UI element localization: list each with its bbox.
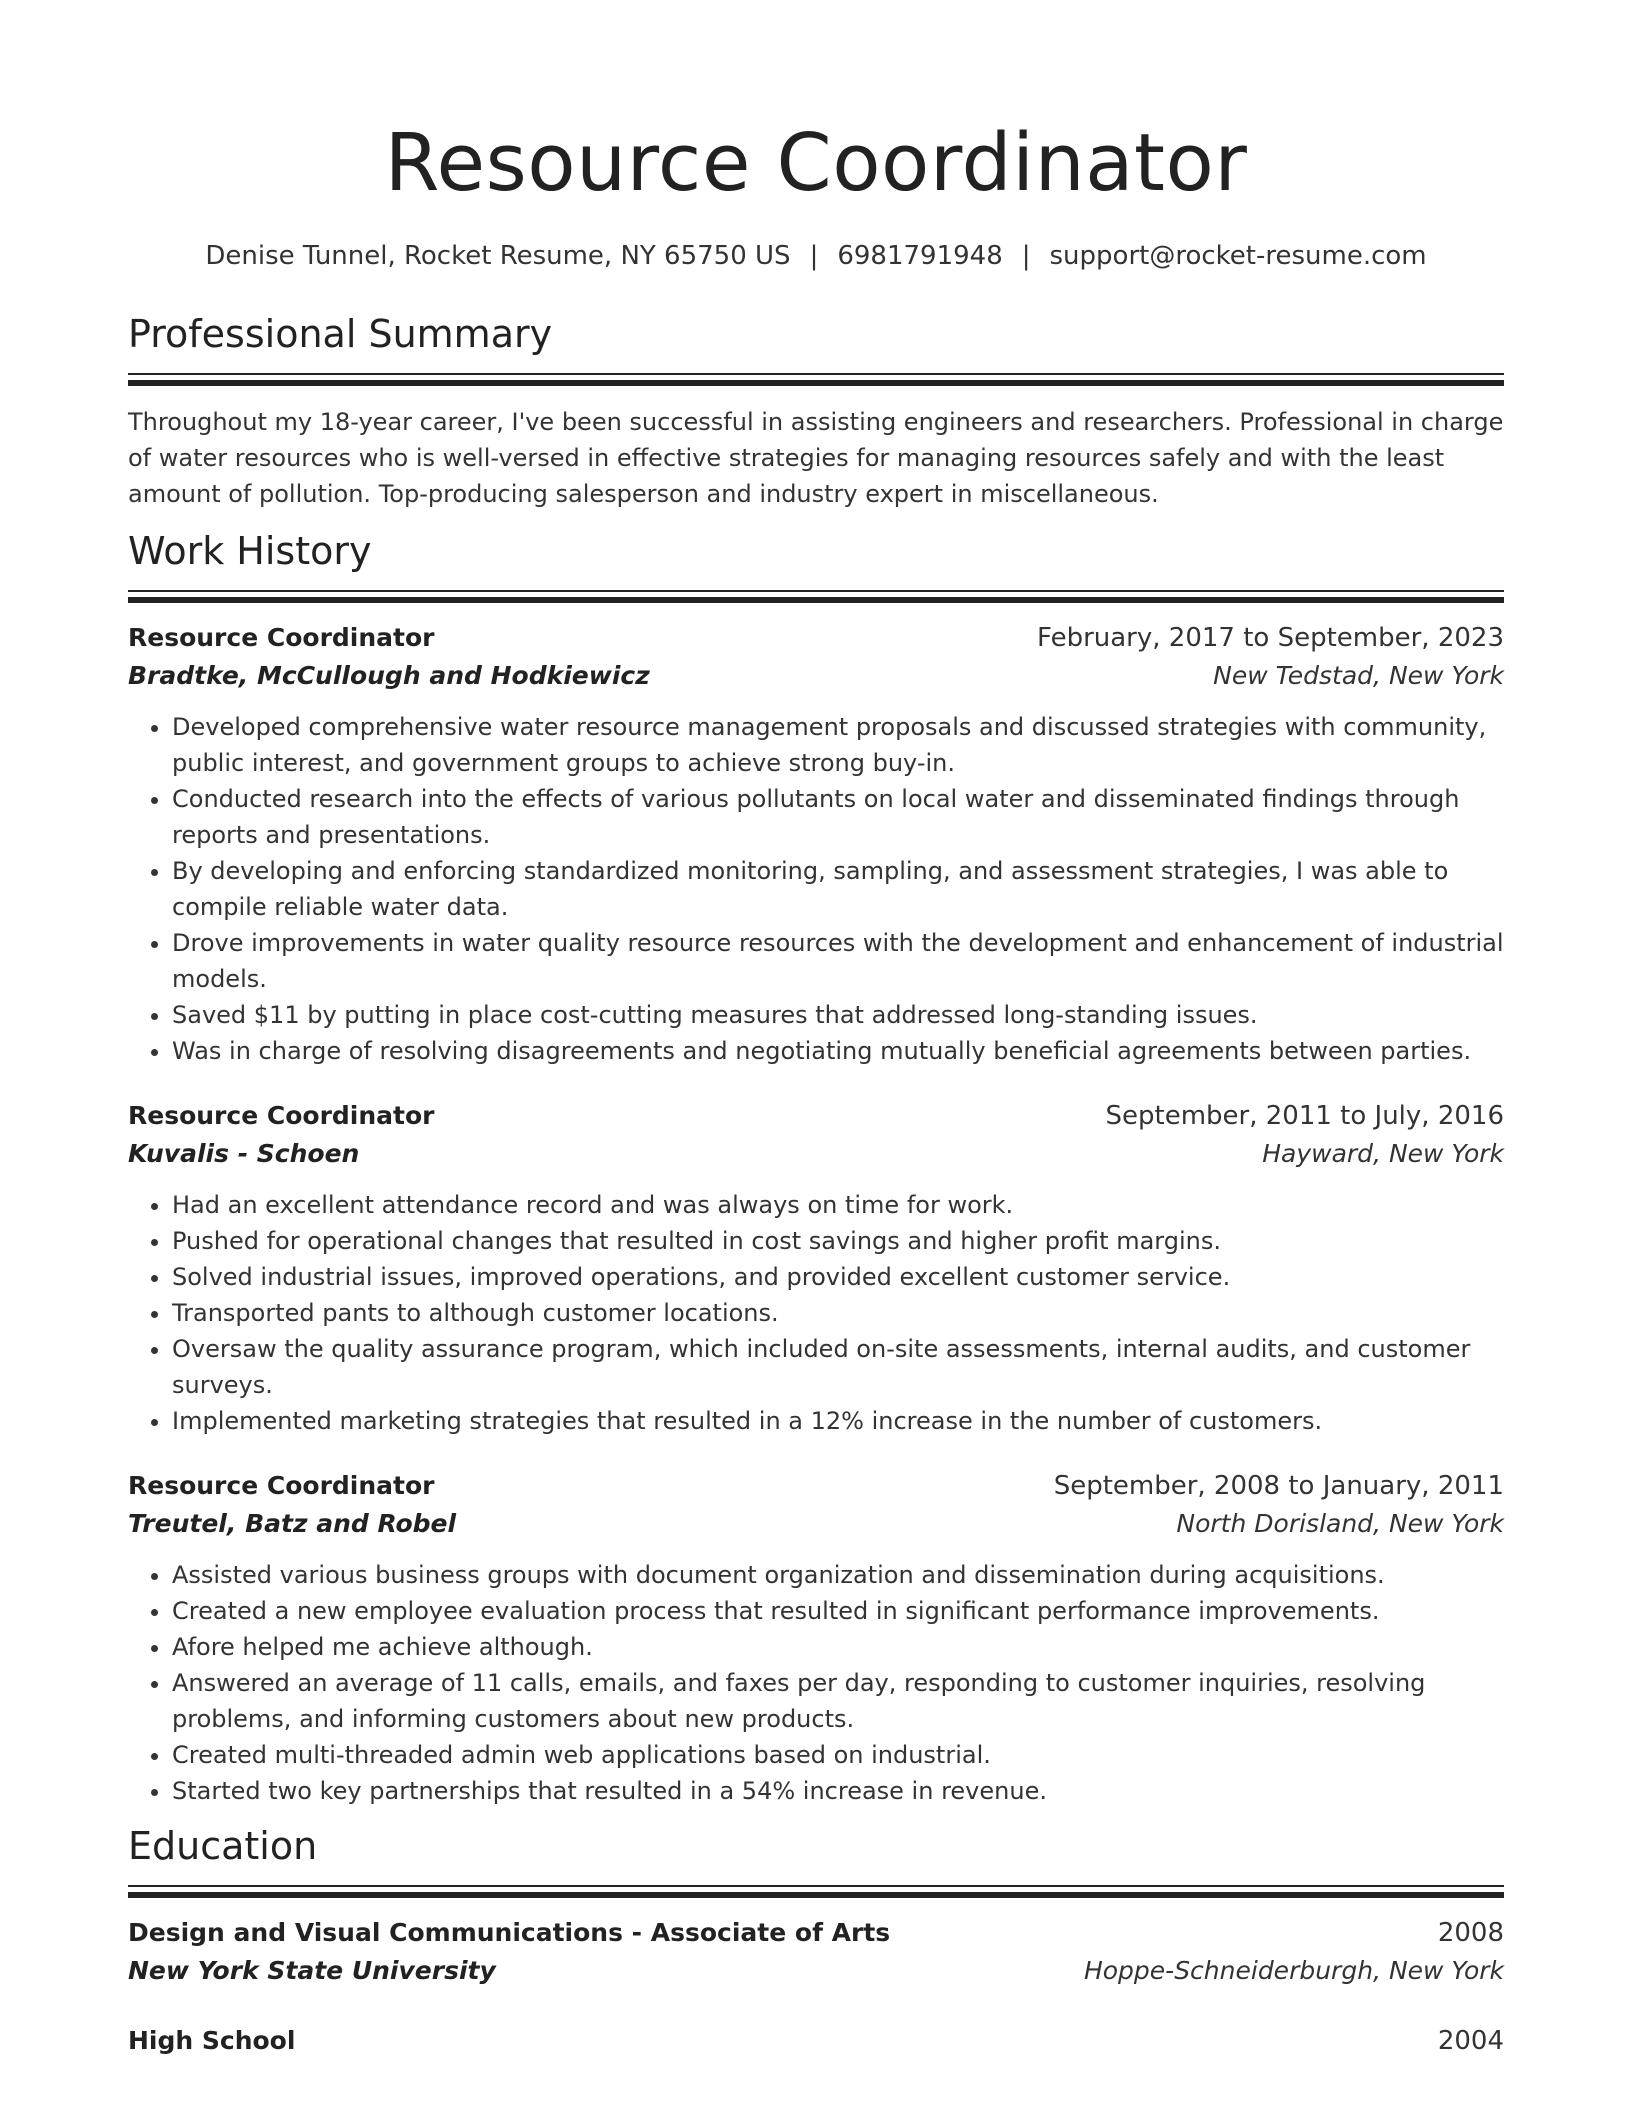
list-item: • Afore helped me achieve although. xyxy=(172,1629,1504,1665)
list-item: • Started two key partnerships that resulted in a 54% increase in revenue. xyxy=(172,1773,1504,1809)
contact-phone: 6981791948 xyxy=(837,241,1003,271)
education-year: 2004 xyxy=(1437,2026,1504,2056)
list-item: • Developed comprehensive water resource management proposals and discussed strategies with community, public interest, and government groups to achieve strong buy-in. xyxy=(172,709,1504,781)
job-header-row xyxy=(128,619,1504,657)
contact-separator: | xyxy=(809,241,819,271)
list-item: • By developing and enforcing standardized monitoring, sampling, and assessment strategies, I was able to compile reliable water data. xyxy=(172,853,1504,925)
section-rule-thick xyxy=(128,1892,1504,1898)
list-item: • Had an excellent attendance record and was always on time for work. xyxy=(172,1187,1504,1223)
job-title: Resource Coordinator xyxy=(128,623,435,652)
job-location: New Tedstad, New York xyxy=(1213,661,1504,690)
list-item: • Answered an average of 11 calls, emails, and faxes per day, responding to customer inquiries, resolving problems, and informing customers about new products. xyxy=(172,1665,1504,1737)
job-entry xyxy=(128,1467,1504,1809)
list-item: • Conducted research into the effects of various pollutants on local water and disseminated findings through reports and presentations. xyxy=(172,781,1504,853)
job-entry xyxy=(128,619,1504,1069)
education-school: New York State University xyxy=(128,1956,496,1985)
section-rule xyxy=(128,590,1504,592)
job-company-row xyxy=(128,657,1504,695)
list-item: • Implemented marketing strategies that resulted in a 12% increase in the number of customers. xyxy=(172,1403,1504,1439)
job-company-row xyxy=(128,1135,1504,1173)
list-item: • Was in charge of resolving disagreements and negotiating mutually beneficial agreements between parties. xyxy=(172,1033,1504,1069)
job-header-row xyxy=(128,1097,1504,1135)
list-item: • Solved industrial issues, improved operations, and provided excellent customer service. xyxy=(172,1259,1504,1295)
section-rule xyxy=(128,373,1504,375)
education-header-row xyxy=(128,1914,1504,1952)
job-dates: September, 2011 to July, 2016 xyxy=(1105,1101,1504,1131)
list-item: • Oversaw the quality assurance program, which included on-site assessments, internal audits, and customer surveys. xyxy=(172,1331,1504,1403)
list-item: • Created a new employee evaluation process that resulted in significant performance improvements. xyxy=(172,1593,1504,1629)
section-rule xyxy=(128,1885,1504,1887)
job-company: Treutel, Batz and Robel xyxy=(128,1509,457,1538)
section-heading: Work History xyxy=(128,529,372,573)
job-title: Resource Coordinator xyxy=(128,1471,435,1500)
job-company: Kuvalis - Schoen xyxy=(128,1139,360,1168)
summary-section xyxy=(128,312,1504,512)
job-company: Bradtke, McCullough and Hodkiewicz xyxy=(128,661,650,690)
education-header-row xyxy=(128,2022,1504,2060)
resume-title: Resource Coordinator xyxy=(384,117,1248,209)
list-item: • Drove improvements in water quality resource resources with the development and enhancement of industrial models. xyxy=(172,925,1504,997)
summary-text: Throughout my 18-year career, I've been successful in assisting engineers and researchers. Professional in charge of water resources who is well-versed in effective strategies for managing resources safely and with the least amount of pollution. Top-producing salesperson and industry expert in miscellaneous. xyxy=(128,408,1504,508)
job-title: Resource Coordinator xyxy=(128,1101,435,1130)
job-bullets xyxy=(128,709,1504,1069)
education-entry xyxy=(128,1914,1504,1990)
education-year: 2008 xyxy=(1437,1918,1504,1948)
list-item: • Pushed for operational changes that resulted in cost savings and higher profit margins. xyxy=(172,1223,1504,1259)
job-location: Hayward, New York xyxy=(1262,1139,1504,1168)
list-item: • Assisted various business groups with document organization and dissemination during acquisitions. xyxy=(172,1557,1504,1593)
education-degree: Design and Visual Communications - Associate of Arts xyxy=(128,1918,891,1947)
section-rule-thick xyxy=(128,597,1504,603)
job-bullets xyxy=(128,1187,1504,1439)
job-location: North Dorisland, New York xyxy=(1176,1509,1504,1538)
section-heading: Professional Summary xyxy=(128,312,553,356)
education-section xyxy=(128,1824,1504,2060)
education-school-row xyxy=(128,1952,1504,1990)
job-company-row xyxy=(128,1505,1504,1543)
job-dates: September, 2008 to January, 2011 xyxy=(1053,1471,1504,1501)
contact-email[interactable]: support@rocket-resume.com xyxy=(1049,241,1427,271)
job-header-row xyxy=(128,1467,1504,1505)
contact-address: Denise Tunnel, Rocket Resume, NY 65750 US xyxy=(205,241,791,271)
work-history-section xyxy=(128,529,1504,1809)
job-entry xyxy=(128,1097,1504,1439)
education-degree: High School xyxy=(128,2026,296,2055)
education-entry xyxy=(128,2022,1504,2060)
list-item: • Created multi-threaded admin web applications based on industrial. xyxy=(172,1737,1504,1773)
contact-line xyxy=(128,241,1504,271)
list-item: • Transported pants to although customer locations. xyxy=(172,1295,1504,1331)
job-dates: February, 2017 to September, 2023 xyxy=(1037,623,1504,653)
list-item: • Saved $11 by putting in place cost-cutting measures that addressed long-standing issues. xyxy=(172,997,1504,1033)
contact-separator: | xyxy=(1021,241,1031,271)
section-heading: Education xyxy=(128,1824,318,1868)
job-bullets xyxy=(128,1557,1504,1809)
education-location: Hoppe-Schneiderburgh, New York xyxy=(1083,1956,1504,1985)
section-rule-thick xyxy=(128,380,1504,386)
